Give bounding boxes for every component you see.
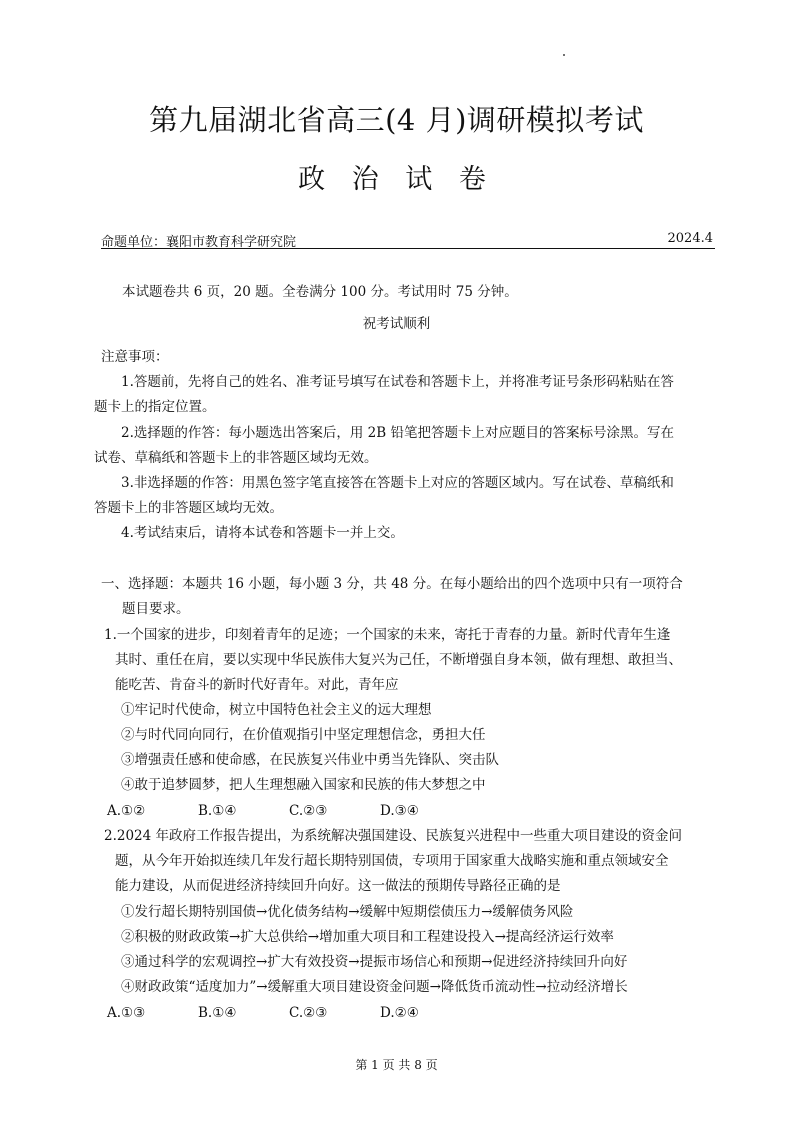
question-2-text: 2.2024 年政府工作报告提出，为系统解决强国建设、民族复兴进程中一些重大项目建设的资金问 — [104, 828, 683, 844]
notice-heading: 注意事项： — [101, 349, 169, 365]
exam-title: 第九届湖北省高三(4 月)调研模拟考试 — [149, 103, 644, 137]
question-1-statement: ①牢记时代使命，树立中国特色社会主义的远大理想 — [121, 702, 432, 718]
option-c[interactable]: C.②③ — [289, 803, 328, 819]
notice-item: 答题卡上的非答题区域均无效。 — [94, 500, 283, 516]
option-d[interactable]: D.②④ — [380, 1005, 419, 1021]
notice-item: 试卷、草稿纸和答题卡上的非答题区域均无效。 — [94, 450, 378, 466]
option-b[interactable]: B.①④ — [198, 1005, 237, 1021]
exam-date: 2024.4 — [667, 231, 713, 246]
option-d[interactable]: D.③④ — [380, 803, 419, 819]
question-2-statement: ③通过科学的宏观调控→扩大有效投资→提振市场信心和预期→促进经济持续回升向好 — [121, 954, 628, 970]
notice-item: 3.非选择题的作答：用黑色签字笔直接答在答题卡上对应的答题区域内。写在试卷、草稿纸和 — [121, 475, 674, 491]
notice-item: 4.考试结束后，请将本试卷和答题卡一并上交。 — [121, 525, 404, 541]
question-1-text: 能吃苦、肯奋斗的新时代好青年。对此，青年应 — [115, 677, 399, 693]
question-2-statement: ②积极的财政政策→扩大总供给→增加重大项目和工程建设投入→提高经济运行效率 — [121, 929, 614, 945]
question-1-text: 其时、重任在肩，要以实现中华民族伟大复兴为己任，不断增强自身本领，做有理想、敢担当、 — [115, 652, 682, 668]
question-2-options — [107, 1001, 471, 1026]
question-1-options — [107, 799, 471, 824]
good-luck-text: 祝考试顺利 — [362, 316, 431, 332]
question-2-statement: ④财政政策“适度加力”→缓解重大项目建设资金问题→降低货币流动性→拉动经济增长 — [121, 979, 628, 995]
option-a[interactable]: A.①③ — [107, 1005, 146, 1021]
notice-item: 2.选择题的作答：每小题选出答案后，用 2B 铅笔把答题卡上对应题目的答案标号涂黑。写在 — [121, 425, 674, 441]
question-1-statement: ④敢于追梦圆梦，把人生理想融入国家和民族的伟大梦想之中 — [121, 777, 486, 793]
question-2-text: 题，从今年开始拟连续几年发行超长期特别国债，专项用于国家重大战略实施和重点领域安全 — [115, 853, 669, 869]
question-1-statement: ②与时代同向同行，在价值观指引中坚定理想信念，勇担大任 — [121, 727, 486, 743]
unit-name: 命题单位：襄阳市教育科学研究院 — [101, 235, 297, 250]
option-b[interactable]: B.①④ — [198, 803, 237, 819]
notice-item: 题卡上的指定位置。 — [94, 399, 216, 415]
scan-dot — [563, 54, 565, 56]
question-1-text: 1.一个国家的进步，印刻着青年的足迹；一个国家的未来，寄托于青春的力量。新时代青年生逢 — [104, 627, 671, 643]
exam-subject: 政 治 试 卷 — [298, 164, 495, 195]
option-a[interactable]: A.①② — [107, 803, 146, 819]
section-heading-cont: 题目要求。 — [122, 601, 190, 617]
question-2-text: 能力建设，从而促进经济持续回升向好。这一做法的预期传导路径正确的是 — [115, 878, 561, 894]
option-c[interactable]: C.②③ — [289, 1005, 328, 1021]
unit-line — [101, 230, 715, 249]
section-heading: 一、选择题：本题共 16 小题，每小题 3 分，共 48 分。在每小题给出的四个选项中只有一项符合 — [101, 576, 683, 592]
notice-item: 1.答题前，先将自己的姓名、准考证号填写在试卷和答题卡上，并将准考证号条形码粘贴在答 — [121, 374, 674, 390]
question-1-statement: ③增强责任感和使命感，在民族复兴伟业中勇当先锋队、突击队 — [121, 752, 499, 768]
page-number: 第 1 页 共 8 页 — [355, 1058, 438, 1072]
question-2-statement: ①发行超长期特别国债→优化债务结构→缓解中短期偿债压力→缓解债务风险 — [121, 904, 574, 920]
intro-text: 本试题卷共 6 页，20 题。全卷满分 100 分。考试用时 75 分钟。 — [122, 284, 518, 300]
